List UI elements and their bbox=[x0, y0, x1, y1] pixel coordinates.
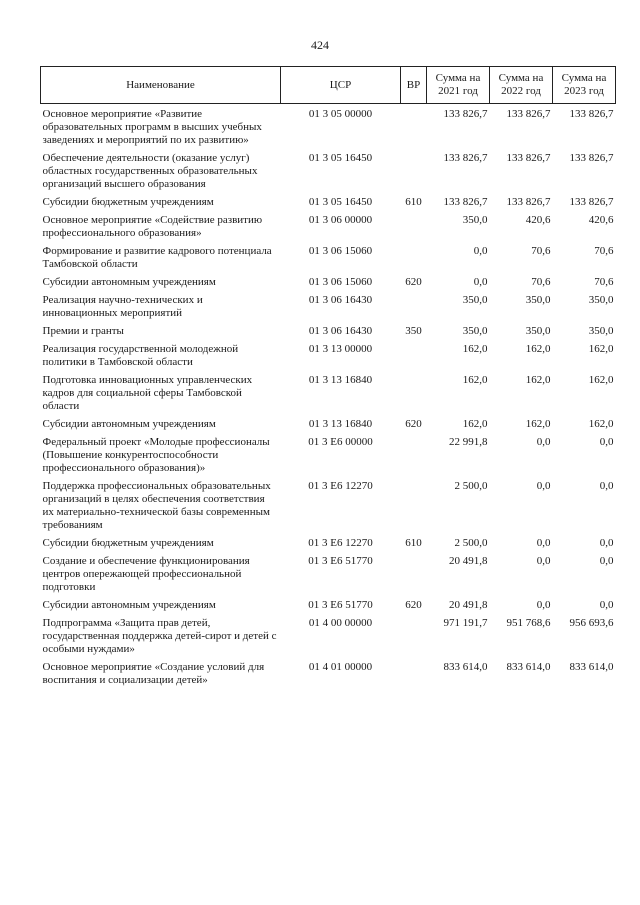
table-row bbox=[41, 555, 616, 599]
table-row bbox=[41, 661, 616, 692]
row-sum-2021: 162,0 bbox=[462, 418, 488, 430]
row-sum-2023: 133 826,7 bbox=[569, 152, 614, 164]
row-sum-2021: 2 500,0 bbox=[454, 537, 488, 549]
row-sum-2022: 0,0 bbox=[536, 555, 551, 567]
row-sum-2022: 350,0 bbox=[525, 325, 551, 337]
row-sum-2023: 162,0 bbox=[588, 374, 614, 386]
row-sum-2023: 0,0 bbox=[599, 436, 614, 448]
row-csr: 01 3 E6 12270 bbox=[308, 480, 373, 492]
header-csr: ЦСР bbox=[281, 67, 401, 104]
row-csr: 01 3 E6 12270 bbox=[308, 537, 373, 549]
row-sum-2022: 133 826,7 bbox=[506, 152, 551, 164]
row-vr bbox=[401, 555, 427, 599]
row-name: Субсидии бюджетным учреждениям bbox=[42, 537, 214, 549]
row-sum-2021: 162,0 bbox=[462, 374, 488, 386]
row-csr: 01 3 06 00000 bbox=[308, 214, 373, 226]
row-sum-2021: 350,0 bbox=[462, 214, 488, 226]
row-sum-2022: 133 826,7 bbox=[506, 196, 551, 208]
row-sum-2022: 133 826,7 bbox=[506, 108, 551, 120]
row-name: Основное мероприятие «Содействие развитию профессионального образования» bbox=[42, 214, 263, 239]
row-sum-2023: 0,0 bbox=[599, 555, 614, 567]
row-vr bbox=[401, 480, 427, 537]
row-vr bbox=[401, 245, 427, 276]
row-vr: 610 bbox=[405, 537, 422, 549]
row-vr bbox=[401, 343, 427, 374]
row-name: Федеральный проект «Молодые профессионалы (Повышение конкурентоспособности профессионального образования)» bbox=[42, 436, 270, 474]
row-sum-2022: 70,6 bbox=[531, 276, 551, 288]
row-csr: 01 3 13 16840 bbox=[308, 374, 373, 386]
header-sum-2021: Сумма на 2021 год bbox=[427, 67, 490, 104]
row-name: Создание и обеспечение функционирования центров опережающей профессиональной подготовки bbox=[42, 555, 250, 593]
row-name: Премии и гранты bbox=[42, 325, 124, 337]
row-sum-2022: 0,0 bbox=[536, 599, 551, 611]
row-name: Субсидии автономным учреждениям bbox=[42, 599, 216, 611]
row-vr bbox=[401, 214, 427, 245]
row-sum-2023: 0,0 bbox=[599, 537, 614, 549]
row-sum-2021: 20 491,8 bbox=[449, 599, 488, 611]
row-sum-2022: 350,0 bbox=[525, 294, 551, 306]
row-vr bbox=[401, 294, 427, 325]
row-sum-2023: 350,0 bbox=[588, 294, 614, 306]
row-sum-2022: 0,0 bbox=[536, 480, 551, 492]
header-name: Наименование bbox=[41, 67, 281, 104]
row-name: Подготовка инновационных управленческих кадров для социальной сферы Тамбовской области bbox=[42, 374, 253, 412]
row-sum-2021: 133 826,7 bbox=[443, 152, 488, 164]
row-name: Субсидии автономным учреждениям bbox=[42, 276, 216, 288]
row-csr: 01 3 13 16840 bbox=[308, 418, 373, 430]
header-sum-2022: Сумма на 2022 год bbox=[490, 67, 553, 104]
row-sum-2021: 162,0 bbox=[462, 343, 488, 355]
table-row bbox=[41, 374, 616, 418]
row-sum-2022: 70,6 bbox=[531, 245, 551, 257]
row-sum-2022: 420,6 bbox=[525, 214, 551, 226]
row-vr bbox=[401, 152, 427, 196]
row-csr: 01 3 05 16450 bbox=[308, 152, 373, 164]
table-row bbox=[41, 537, 616, 555]
row-vr bbox=[401, 374, 427, 418]
row-csr: 01 3 E6 00000 bbox=[308, 436, 373, 448]
row-sum-2023: 956 693,6 bbox=[569, 617, 614, 629]
row-vr bbox=[401, 661, 427, 692]
row-vr: 620 bbox=[405, 599, 422, 611]
row-csr: 01 3 05 16450 bbox=[308, 196, 373, 208]
row-vr bbox=[401, 617, 427, 661]
row-sum-2023: 70,6 bbox=[594, 245, 614, 257]
row-csr: 01 3 E6 51770 bbox=[308, 599, 373, 611]
row-vr bbox=[401, 104, 427, 153]
row-csr: 01 3 06 15060 bbox=[308, 276, 373, 288]
row-vr: 610 bbox=[405, 196, 422, 208]
page-number: 424 bbox=[311, 38, 329, 52]
table-row bbox=[41, 325, 616, 343]
row-sum-2023: 133 826,7 bbox=[569, 196, 614, 208]
row-name: Основное мероприятие «Создание условий для воспитания и социализации детей» bbox=[42, 661, 265, 686]
table-row bbox=[41, 480, 616, 537]
row-sum-2023: 350,0 bbox=[588, 325, 614, 337]
header-sum-2023: Сумма на 2023 год bbox=[553, 67, 616, 104]
table-row bbox=[41, 245, 616, 276]
row-sum-2023: 70,6 bbox=[594, 276, 614, 288]
row-sum-2021: 2 500,0 bbox=[454, 480, 488, 492]
row-sum-2023: 0,0 bbox=[599, 599, 614, 611]
row-sum-2021: 350,0 bbox=[462, 294, 488, 306]
row-name: Реализация научно-технических и инновационных мероприятий bbox=[42, 294, 203, 319]
table-row bbox=[41, 276, 616, 294]
row-vr: 620 bbox=[405, 418, 422, 430]
table-row bbox=[41, 104, 616, 153]
table-row bbox=[41, 599, 616, 617]
row-csr: 01 4 00 00000 bbox=[308, 617, 373, 629]
row-sum-2023: 133 826,7 bbox=[569, 108, 614, 120]
header-vr: ВР bbox=[401, 67, 427, 104]
row-sum-2021: 971 191,7 bbox=[443, 617, 488, 629]
row-name: Основное мероприятие «Развитие образовательных программ в высших учебных заведениях и мероприятий по их развитию» bbox=[42, 108, 262, 146]
row-sum-2021: 133 826,7 bbox=[443, 196, 488, 208]
row-sum-2021: 350,0 bbox=[462, 325, 488, 337]
table-row bbox=[41, 294, 616, 325]
table-header bbox=[41, 67, 616, 104]
row-sum-2022: 951 768,6 bbox=[506, 617, 551, 629]
row-csr: 01 3 05 00000 bbox=[308, 108, 373, 120]
row-vr: 350 bbox=[405, 325, 422, 337]
row-csr: 01 3 06 16430 bbox=[308, 294, 373, 306]
row-name: Формирование и развитие кадрового потенциала Тамбовской области bbox=[42, 245, 272, 270]
row-csr: 01 4 01 00000 bbox=[308, 661, 373, 673]
row-sum-2023: 162,0 bbox=[588, 418, 614, 430]
row-sum-2022: 162,0 bbox=[525, 343, 551, 355]
row-sum-2022: 0,0 bbox=[536, 537, 551, 549]
row-name: Обеспечение деятельности (оказание услуг) областных государственных образовательных организаций высшего образования bbox=[42, 152, 258, 190]
row-name: Субсидии бюджетным учреждениям bbox=[42, 196, 214, 208]
row-sum-2022: 162,0 bbox=[525, 418, 551, 430]
row-sum-2021: 22 991,8 bbox=[449, 436, 488, 448]
row-sum-2021: 0,0 bbox=[473, 245, 488, 257]
row-sum-2023: 162,0 bbox=[588, 343, 614, 355]
table-row bbox=[41, 436, 616, 480]
row-sum-2022: 162,0 bbox=[525, 374, 551, 386]
row-sum-2021: 20 491,8 bbox=[449, 555, 488, 567]
row-csr: 01 3 06 16430 bbox=[308, 325, 373, 337]
table-row bbox=[41, 617, 616, 661]
row-sum-2021: 833 614,0 bbox=[443, 661, 488, 673]
budget-table bbox=[40, 66, 616, 692]
row-name: Подпрограмма «Защита прав детей, государственная поддержка детей-сирот и детей с особыми нуждами» bbox=[42, 617, 277, 655]
table-row bbox=[41, 214, 616, 245]
row-sum-2021: 0,0 bbox=[473, 276, 488, 288]
row-csr: 01 3 13 00000 bbox=[308, 343, 373, 355]
row-vr bbox=[401, 436, 427, 480]
row-csr: 01 3 E6 51770 bbox=[308, 555, 373, 567]
row-name: Поддержка профессиональных образовательных организаций в целях обеспечения соответствия их материально-технической базы современным требованиям bbox=[42, 480, 271, 531]
row-sum-2023: 833 614,0 bbox=[569, 661, 614, 673]
row-sum-2023: 420,6 bbox=[588, 214, 614, 226]
table-body bbox=[41, 104, 616, 693]
row-sum-2021: 133 826,7 bbox=[443, 108, 488, 120]
table-row bbox=[41, 343, 616, 374]
table-row bbox=[41, 196, 616, 214]
table-row bbox=[41, 418, 616, 436]
row-sum-2023: 0,0 bbox=[599, 480, 614, 492]
row-sum-2022: 833 614,0 bbox=[506, 661, 551, 673]
table-row bbox=[41, 152, 616, 196]
row-vr: 620 bbox=[405, 276, 422, 288]
row-sum-2022: 0,0 bbox=[536, 436, 551, 448]
row-csr: 01 3 06 15060 bbox=[308, 245, 373, 257]
row-name: Реализация государственной молодежной политики в Тамбовской области bbox=[42, 343, 239, 368]
row-name: Субсидии автономным учреждениям bbox=[42, 418, 216, 430]
